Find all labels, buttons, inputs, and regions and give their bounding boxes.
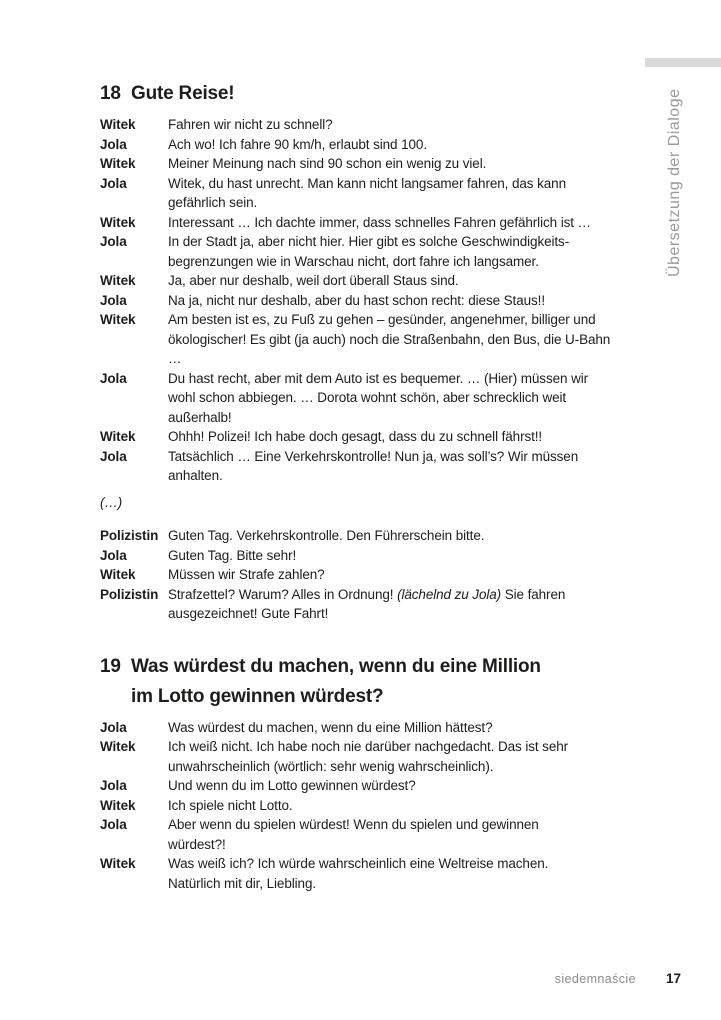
dialogue-row [100,174,645,213]
dialogue-text: Am besten ist es, zu Fuß zu gehen – gesünder, angenehmer, billiger und ökologischer! Es gibt (ja auch) noch die Straßenbahn, den Bus, die U-Bahn … [168,312,611,366]
dialogue-row [100,427,645,447]
dialogue-row [100,213,645,233]
dialogue-blocks [100,115,645,624]
margin-tab-bar [645,58,721,67]
dialogue-row [100,585,645,624]
speaker-name: Witek [100,739,136,754]
section-heading [100,79,645,109]
dialogue-row [100,232,645,271]
dialogue-row [100,291,645,311]
dialogue-row [100,369,645,428]
dialogue-text: Ich weiß nicht. Ich habe noch nie darüber nachgedacht. Das ist sehr unwahrscheinlich (wörtlich: sehr wenig wahrscheinlich). [168,739,569,774]
speaker-name: Witek [100,429,136,444]
dialogue-row [100,115,645,135]
speaker-name: Witek [100,273,136,288]
dialogue-text: Strafzettel? Warum? Alles in Ordnung! (lächelnd zu Jola) Sie fahren ausgezeichnet! Gute Fahrt! [168,586,566,621]
dialogue-row [100,271,645,291]
margin-section-label: Übersetzung der Dialoge [666,88,683,277]
dialogue-text: Ohhh! Polizei! Ich habe doch gesagt, dass du zu schnell fährst!! [168,429,543,444]
dialogue-row [100,135,645,155]
speaker-name: Jola [100,175,127,191]
dialogue-text: In der Stadt ja, aber nicht hier. Hier gibt es solche Geschwindigkeits- begrenzungen wie in Warschau nicht, dort fahre ich langsamer. [168,234,570,269]
dialogue-row [100,526,645,546]
dialogue-text: Ich spiele nicht Lotto. [168,797,293,813]
dialogue-row [100,546,645,566]
dialogue-row [100,447,645,486]
dialogue-text: Guten Tag. Bitte sehr! [168,547,297,563]
dialogue-text: Tatsächlich … Eine Verkehrskontrolle! Nun ja, was soll’s? Wir müssen anhalten. [168,448,579,483]
section-number: 18 [100,83,121,104]
footer-page-word: siedemnaście [554,972,636,986]
speaker-name: Witek [100,117,136,132]
speaker-name: Jola [100,370,127,386]
dialogue-text: Was würdest du machen, wenn du eine Million hättest? [168,719,493,735]
speaker-name: Witek [100,214,136,230]
dialogue-row [100,796,645,816]
dialogue-text: Ach wo! Ich fahre 90 km/h, erlaubt sind 100. [168,136,427,152]
page-content [100,79,645,893]
section-title: Was würdest du machen, wenn du eine Million im Lotto gewinnen würdest? [131,655,541,707]
dialogue-row [100,737,645,776]
speaker-name: Jola [100,448,127,464]
speaker-name: Jola [100,234,127,249]
speaker-name: Witek [100,797,136,813]
dialogue-blocks [100,718,645,894]
dialogue-text: Ja, aber nur deshalb, weil dort überall Staus sind. [168,273,459,288]
speaker-name: Jola [100,817,127,832]
speaker-name: Witek [100,567,136,582]
speaker-name: Jola [100,778,127,793]
dialogue-interlude: (…) [100,494,123,510]
speaker-name: Polizistin [100,586,159,602]
dialogue-text: Müssen wir Strafe zahlen? [168,567,325,582]
dialogue-row [100,565,645,585]
dialogue-text: Interessant … Ich dachte immer, dass schnelles Fahren gefährlich ist … [168,214,591,230]
dialogue-row [100,310,645,369]
speaker-name: Witek [100,856,136,871]
speaker-name: Polizistin [100,528,159,543]
dialogue-text: Fahren wir nicht zu schnell? [168,117,333,132]
dialogue-text: Meiner Meinung nach sind 90 schon ein wenig zu viel. [168,156,487,171]
speaker-name: Jola [100,719,127,735]
dialogue-row [100,854,645,893]
dialogue-text: Und wenn du im Lotto gewinnen würdest? [168,778,416,793]
speaker-name: Jola [100,292,127,308]
section-number: 19 [100,655,121,677]
dialogue-section [100,652,645,894]
dialogue-text: Was weiß ich? Ich würde wahrscheinlich eine Weltreise machen. Natürlich mit dir, Liebling. [168,856,549,891]
dialogue-text: Na ja, nicht nur deshalb, aber du hast schon recht: diese Staus!! [168,292,545,308]
page-footer [555,971,681,986]
dialogue-row [100,154,645,174]
speaker-name: Witek [100,156,136,171]
dialogue-row [100,776,645,796]
dialogue-text: Aber wenn du spielen würdest! Wenn du spielen und gewinnen würdest?! [168,817,539,852]
speaker-name: Jola [100,136,127,152]
section-heading [100,652,645,712]
footer-page-number: 17 [665,971,681,986]
dialogue-row [100,718,645,738]
dialogue-section [100,79,645,624]
dialogue-row [100,815,645,854]
speaker-name: Jola [100,547,127,563]
dialogue-text: Guten Tag. Verkehrskontrolle. Den Führerschein bitte. [168,528,485,543]
dialogue-text: Du hast recht, aber mit dem Auto ist es bequemer. … (Hier) müssen wir wohl schon abbiegen. … Dorota wohnt schön, aber schrecklich weit außerhalb! [168,370,589,425]
speaker-name: Witek [100,312,136,327]
dialogue-text: Witek, du hast unrecht. Man kann nicht langsamer fahren, das kann gefährlich sein. [168,175,566,210]
section-title: Gute Reise! [131,83,235,104]
